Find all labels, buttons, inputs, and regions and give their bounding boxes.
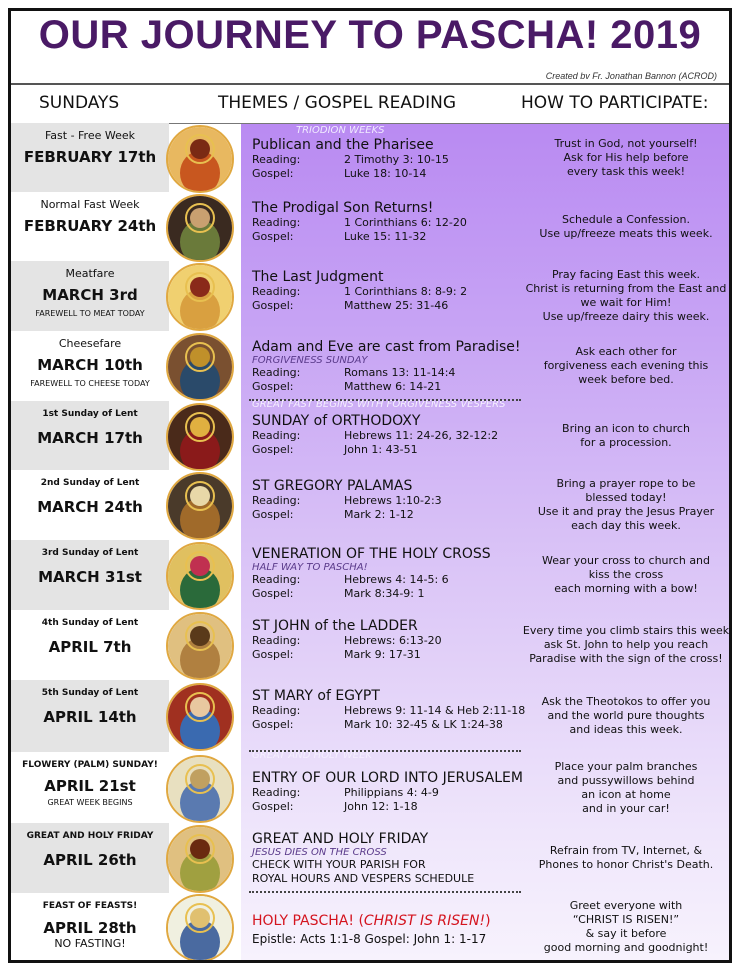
table-row — [11, 470, 729, 540]
text-line: Use up/freeze dairy this week. — [542, 310, 710, 323]
sunday-date: MARCH 17th — [37, 429, 143, 447]
text-line: ROYAL HOURS AND VESPERS SCHEDULE — [252, 872, 475, 885]
theme-title: ST GREGORY PALAMAS — [252, 478, 413, 494]
sunday-cell — [11, 752, 169, 823]
theme-cell — [252, 680, 532, 752]
text-line: Ask each other for — [575, 345, 677, 358]
sunday-note: FAREWELL TO MEAT TODAY — [35, 309, 145, 318]
table-row — [11, 680, 729, 752]
theme-body — [252, 688, 525, 732]
sunday-cell — [11, 331, 169, 401]
table-row — [11, 401, 729, 470]
gospel-label: Gospel: — [252, 380, 294, 393]
participate-cell — [521, 695, 731, 737]
text-line: Use it and pray the Jesus Prayer — [537, 505, 715, 518]
gospel-label: Gospel: — [252, 800, 294, 813]
gospel-value: Luke 18: 10-14 — [344, 167, 427, 180]
icon-art — [168, 405, 232, 469]
reading-value: Hebrews: 6:13-20 — [344, 634, 442, 647]
sunday-cell — [11, 680, 169, 752]
icon-head — [190, 347, 210, 367]
gospel-line — [252, 230, 467, 244]
icon-art — [168, 827, 232, 891]
text-line: Every time you climb stairs this week — [522, 624, 730, 637]
gospel-value: Mark 9: 17-31 — [344, 648, 421, 661]
reading-label: Reading: — [252, 704, 301, 717]
icon-head — [190, 208, 210, 228]
reading-line — [252, 285, 467, 299]
gospel-value: Matthew 6: 14-21 — [344, 380, 442, 393]
text-line: “CHRIST IS RISEN!” — [572, 913, 680, 926]
page-title: OUR JOURNEY TO PASCHA! 2019 — [38, 13, 702, 57]
sunday-date: MARCH 24th — [37, 498, 143, 516]
icon-head — [190, 277, 210, 297]
sunday-label: Meatfare — [65, 267, 115, 280]
sunday-label: GREAT AND HOLY FRIDAY — [26, 831, 154, 841]
credit-line: Created bv Fr. Jonathan Bannon (ACROD) — [545, 71, 717, 81]
sunday-date: MARCH 10th — [37, 356, 143, 374]
text-line: every task this week! — [566, 165, 686, 178]
sunday-cell — [11, 123, 169, 192]
text-line: Wear your cross to church and — [541, 554, 711, 567]
table-row — [11, 752, 729, 823]
gospel-label: Gospel: — [252, 718, 294, 731]
sunday-cell — [11, 540, 169, 610]
theme-cell — [252, 610, 532, 680]
sunday-cell — [11, 261, 169, 331]
participate-cell — [521, 899, 731, 955]
gospel-value: Mark 2: 1-12 — [344, 508, 414, 521]
theme-title: ENTRY OF OUR LORD INTO JERUSALEM — [252, 770, 523, 786]
icon-art — [168, 614, 232, 678]
reading-line — [252, 786, 523, 800]
participate-cell — [521, 268, 731, 324]
gospel-value: Luke 15: 11-32 — [344, 230, 427, 243]
sunday-cell — [11, 401, 169, 470]
text-line: and in your car! — [582, 802, 670, 815]
text-line: forgiveness each evening this — [543, 359, 709, 372]
prodigal-son-icon — [166, 194, 234, 262]
text-line: for a procession. — [580, 436, 672, 449]
sunday-note: FAREWELL TO CHEESE TODAY — [30, 379, 150, 388]
theme-note: FORGIVENESS SUNDAY — [252, 355, 368, 366]
table-row — [11, 123, 729, 192]
theme-title: The Last Judgment — [252, 269, 384, 285]
gospel-line — [252, 800, 523, 814]
sunday-note: NO FASTING! — [54, 937, 126, 950]
sunday-date: MARCH 3rd — [42, 286, 138, 304]
text-line: Christ is returning from the East and — [525, 282, 727, 295]
text-line: good morning and goodnight! — [543, 941, 709, 954]
theme-body — [252, 137, 449, 181]
gospel-label: Gospel: — [252, 508, 294, 521]
table-row — [11, 261, 729, 331]
sunday-cell — [11, 192, 169, 261]
text-line: Paradise with the sign of the cross! — [529, 652, 723, 665]
theme-cell — [252, 261, 532, 331]
gospel-line — [252, 587, 491, 601]
sunday-date: APRIL 28th — [43, 919, 137, 937]
theme-title-part: ) — [485, 913, 491, 929]
header-divider — [11, 83, 729, 85]
sunday-cell — [11, 823, 169, 893]
gospel-value: John 12: 1-18 — [344, 800, 418, 813]
reading-value: Philippians 4: 4-9 — [344, 786, 439, 799]
sunday-cell — [11, 470, 169, 540]
icon-art — [168, 196, 232, 260]
participate-cell — [521, 345, 731, 387]
col-header-themes: THEMES / GOSPEL READING — [218, 93, 457, 113]
text-line: kiss the cross — [588, 568, 664, 581]
holy-cross-icon — [166, 542, 234, 610]
icon-art — [168, 757, 232, 821]
sunday-label: 3rd Sunday of Lent — [41, 548, 139, 558]
sunday-date: FEBRUARY 24th — [23, 217, 157, 235]
table-row — [11, 893, 729, 960]
sunday-cell — [11, 610, 169, 680]
icon-art — [168, 544, 232, 608]
gospel-line — [252, 299, 467, 313]
theme-cell — [252, 470, 532, 540]
text-line: & say it before — [585, 927, 667, 940]
theme-cell — [252, 331, 532, 401]
theme-title: ST MARY of EGYPT — [252, 688, 380, 704]
sunday-label: Cheesefare — [58, 337, 122, 350]
theme-title: SUNDAY of ORTHODOXY — [252, 413, 421, 429]
icon-art — [168, 474, 232, 538]
participate-cell — [521, 844, 731, 872]
text-line: Schedule a Confession. — [561, 213, 691, 226]
participate-cell — [521, 760, 731, 816]
reading-value: 1 Corinthians 6: 12-20 — [344, 216, 467, 229]
text-line: and the world pure thoughts — [547, 709, 705, 722]
sunday-label: 4th Sunday of Lent — [41, 618, 139, 628]
gospel-line — [252, 648, 442, 662]
theme-title: Publican and the Pharisee — [252, 137, 434, 153]
adam-eve-icon — [166, 333, 234, 401]
theme-body — [252, 546, 491, 601]
text-line: an icon at home — [581, 788, 671, 801]
icon-head — [190, 626, 210, 646]
theme-cell — [252, 401, 532, 470]
sunday-label: 2nd Sunday of Lent — [40, 478, 140, 488]
theme-title-part: HOLY PASCHA! ( — [252, 913, 364, 929]
entry-jerusalem-icon — [166, 755, 234, 823]
section-note: GREAT FAST BEGINS WITH FORGIVENESS VESPERS — [252, 399, 506, 410]
sunday-date: FEBRUARY 17th — [23, 148, 157, 166]
reading-line — [252, 704, 525, 718]
text-line: Trust in God, not yourself! — [554, 137, 698, 150]
theme-note: HALF WAY TO PASCHA! — [252, 562, 368, 573]
reading-value: Hebrews 1:10-2:3 — [344, 494, 442, 507]
theme-title — [252, 913, 491, 929]
reading-value: Hebrews 4: 14-5: 6 — [344, 573, 449, 586]
sunday-label: FLOWERY (PALM) SUNDAY! — [22, 760, 158, 770]
theme-body — [252, 200, 467, 244]
table-row — [11, 540, 729, 610]
publican-pharisee-icon — [166, 125, 234, 193]
theme-body — [252, 770, 523, 814]
col-header-sundays: SUNDAYS — [39, 93, 120, 113]
text-line: Phones to honor Christ's Death. — [538, 858, 714, 871]
theme-title: Adam and Eve are cast from Paradise! — [252, 339, 521, 355]
reading-line — [252, 573, 491, 587]
gospel-value: Matthew 25: 31-46 — [344, 299, 449, 312]
gospel-value: John 1: 43-51 — [344, 443, 418, 456]
sunday-date: APRIL 7th — [48, 638, 132, 656]
ladder-icon — [166, 612, 234, 680]
theme-cell — [252, 192, 532, 261]
resurrection-icon — [166, 894, 234, 962]
reading-line — [252, 153, 449, 167]
text-line: CHECK WITH YOUR PARISH FOR — [252, 858, 426, 871]
sunday-label: 5th Sunday of Lent — [41, 688, 139, 698]
theme-cell — [252, 752, 532, 823]
text-line: Place your palm branches — [554, 760, 698, 773]
mary-of-egypt-icon — [166, 683, 234, 751]
crucifixion-icon — [166, 825, 234, 893]
sunday-cell — [11, 893, 169, 960]
icon-head — [190, 139, 210, 159]
reading-label: Reading: — [252, 573, 301, 586]
dotted-separator — [249, 891, 521, 893]
text-line: each day this week. — [571, 519, 681, 532]
icon-head — [190, 486, 210, 506]
icon-head — [190, 556, 210, 576]
sunday-date: APRIL 21st — [44, 777, 136, 795]
table-row — [11, 823, 729, 893]
icon-head — [190, 839, 210, 859]
theme-body — [252, 478, 442, 522]
text-line: Ask for His help before — [563, 151, 689, 164]
icon-head — [190, 417, 210, 437]
participate-cell — [521, 422, 731, 450]
theme-title: ST JOHN of the LADDER — [252, 618, 418, 634]
participate-cell — [521, 213, 731, 241]
theme-title-part: CHRIST IS RISEN! — [363, 913, 486, 929]
reading-value: 2 Timothy 3: 10-15 — [344, 153, 449, 166]
participate-cell — [521, 624, 731, 666]
text-line: Bring a prayer rope to be — [556, 477, 696, 490]
sunday-note: GREAT WEEK BEGINS — [47, 798, 133, 807]
reading-line — [252, 494, 442, 508]
reading-line — [252, 634, 442, 648]
theotokos-icon — [166, 403, 234, 471]
text-line: week before bed. — [578, 373, 674, 386]
theme-title: VENERATION OF THE HOLY CROSS — [252, 546, 491, 562]
icon-art — [168, 265, 232, 329]
col-header-participate: HOW TO PARTICIPATE: — [521, 93, 709, 113]
text-line: each morning with a bow! — [554, 582, 698, 595]
gospel-line — [252, 443, 498, 457]
reading-value: 1 Corinthians 8: 8-9: 2 — [344, 285, 468, 298]
reading-label: Reading: — [252, 216, 301, 229]
last-judgment-icon — [166, 263, 234, 331]
reading-value: Hebrews 9: 11-14 & Heb 2:11-18 — [344, 704, 526, 717]
gospel-label: Gospel: — [252, 648, 294, 661]
theme-title: The Prodigal Son Returns! — [252, 200, 434, 216]
text-line: Pray facing East this week. — [551, 268, 701, 281]
dotted-separator — [249, 399, 521, 401]
sunday-label: 1st Sunday of Lent — [42, 409, 138, 419]
reading-label: Reading: — [252, 786, 301, 799]
text-line: Refrain from TV, Internet, & — [549, 844, 703, 857]
reading-line — [252, 366, 521, 380]
theme-body — [252, 339, 521, 394]
icon-art — [168, 685, 232, 749]
gospel-value: Mark 10: 32-45 & LK 1:24-38 — [344, 718, 503, 731]
participate-cell — [521, 477, 731, 533]
text-line: Ask the Theotokos to offer you — [541, 695, 711, 708]
icon-head — [190, 697, 210, 717]
reading-value: Hebrews 11: 24-26, 32-12:2 — [344, 429, 499, 442]
theme-body — [252, 618, 442, 662]
icon-head — [190, 908, 210, 928]
text-line: Bring an icon to church — [562, 422, 690, 435]
gospel-value: Mark 8:34-9: 1 — [344, 587, 425, 600]
gospel-line — [252, 167, 449, 181]
section-note: TRIODION WEEKS — [296, 125, 385, 136]
gospel-line — [252, 380, 521, 394]
gospel-label: Gospel: — [252, 587, 294, 600]
text-line: Use up/freeze meats this week. — [539, 227, 713, 240]
reading-label: Reading: — [252, 285, 301, 298]
theme-cell — [252, 823, 532, 893]
text-line: ask St. John to help you reach — [543, 638, 709, 651]
gregory-palamas-icon — [166, 472, 234, 540]
reading-line — [252, 216, 467, 230]
text-line: and ideas this week. — [569, 723, 683, 736]
gospel-line — [252, 718, 525, 732]
participate-cell — [521, 137, 731, 179]
icon-art — [168, 335, 232, 399]
gospel-label: Gospel: — [252, 167, 294, 180]
theme-cell — [252, 123, 532, 192]
theme-title: GREAT AND HOLY FRIDAY — [252, 831, 429, 847]
table-row — [11, 610, 729, 680]
sunday-date: MARCH 31st — [38, 568, 142, 586]
table-row — [11, 192, 729, 261]
epistle-line: Epistle: Acts 1:1-8 Gospel: John 1: 1-17 — [252, 932, 487, 946]
dotted-separator — [249, 750, 521, 752]
reading-label: Reading: — [252, 634, 301, 647]
section-note: BRIGHT WEEK — [252, 891, 323, 902]
sunday-date: APRIL 14th — [43, 708, 137, 726]
gospel-label: Gospel: — [252, 299, 294, 312]
text-line: Greet everyone with — [569, 899, 683, 912]
theme-body — [252, 831, 474, 886]
sunday-label: Normal Fast Week — [40, 198, 140, 211]
reading-label: Reading: — [252, 153, 301, 166]
poster — [8, 8, 732, 963]
sunday-date: APRIL 26th — [43, 851, 137, 869]
gospel-label: Gospel: — [252, 443, 294, 456]
participate-cell — [521, 554, 731, 596]
reading-line — [252, 429, 498, 443]
text-line: blessed today! — [585, 491, 667, 504]
reading-label: Reading: — [252, 366, 301, 379]
theme-cell — [252, 540, 532, 610]
icon-head — [190, 769, 210, 789]
gospel-line — [252, 508, 442, 522]
gospel-label: Gospel: — [252, 230, 294, 243]
reading-value: Romans 13: 11-14:4 — [344, 366, 456, 379]
reading-label: Reading: — [252, 494, 301, 507]
sunday-label: FEAST OF FEASTS! — [42, 901, 138, 911]
schedule-note — [252, 858, 474, 886]
theme-body — [252, 913, 491, 946]
icon-art — [168, 896, 232, 960]
theme-body — [252, 269, 467, 313]
text-line: and pussywillows behind — [557, 774, 695, 787]
theme-cell — [252, 893, 532, 960]
table-row — [11, 331, 729, 401]
sunday-label: Fast - Free Week — [44, 129, 136, 142]
section-note: GREAT AND HOLY WEEK — [252, 750, 372, 761]
theme-note: JESUS DIES ON THE CROSS — [252, 847, 387, 858]
reading-label: Reading: — [252, 429, 301, 442]
icon-art — [168, 127, 232, 191]
theme-body — [252, 413, 498, 457]
text-line: we wait for Him! — [580, 296, 672, 309]
